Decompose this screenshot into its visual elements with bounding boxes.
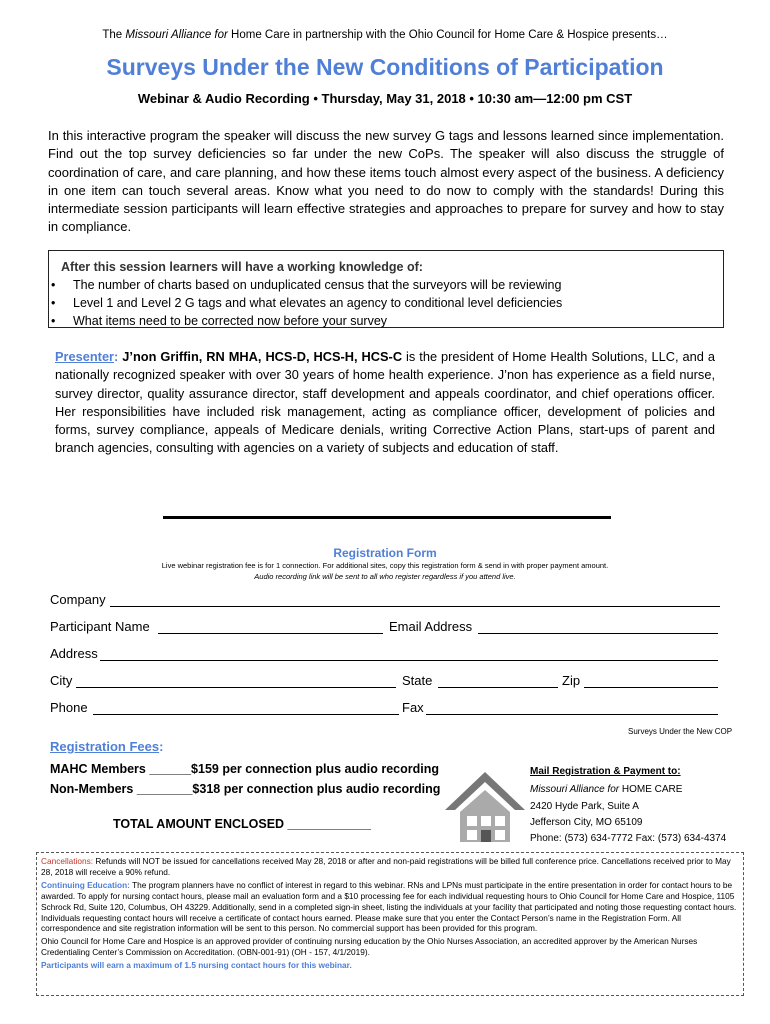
company-label: Company — [50, 592, 106, 607]
address-field[interactable] — [100, 660, 718, 661]
zip-field[interactable] — [584, 687, 718, 688]
mail-street: 2420 Hyde Park, Suite A — [530, 801, 639, 812]
participant-field[interactable] — [158, 633, 383, 634]
mail-heading: Mail Registration & Payment to: — [530, 766, 681, 777]
objectives-box — [48, 250, 724, 328]
registration-title: Registration Form — [333, 546, 437, 560]
fax-field[interactable] — [426, 714, 718, 715]
objective-item: • What items need to be corrected now before your survey — [51, 312, 717, 330]
header-line: The Missouri Alliance for Home Care in partnership with the Ohio Council for Home Care & Hospice presents… — [102, 29, 668, 41]
state-field[interactable] — [438, 687, 558, 688]
mail-phone: Phone: (573) 634-7772 Fax: (573) 634-4374 — [530, 833, 727, 844]
form-reference: Surveys Under the New COP — [628, 727, 733, 736]
cancellation-policy: Cancellations: Refunds will NOT be issued for cancellations received May 28, 2018 or after and non-paid registrations will be billed full conference price. Cancellations received prior to May 28, 2018 will receive a 90% refund. — [41, 856, 731, 877]
address-label: Address — [50, 646, 98, 661]
objectives-list — [61, 276, 717, 330]
objective-item: • The number of charts based on unduplicated census that the surveyors will be reviewing — [51, 276, 717, 294]
mail-city: Jefferson City, MO 65109 — [530, 817, 643, 828]
fee-members: MAHC Members ______$159 per connection plus audio recording — [50, 762, 440, 776]
objectives-heading: After this session learners will have a working knowledge of: — [61, 260, 423, 274]
phone-field[interactable] — [93, 714, 399, 715]
participant-label: Participant Name — [50, 619, 150, 634]
footnotes-box — [36, 852, 744, 996]
company-field[interactable] — [110, 606, 720, 607]
fees-heading: Registration Fees: — [50, 739, 164, 754]
email-field[interactable] — [478, 633, 718, 634]
fee-nonmembers: Non-Members ________$318 per connection plus audio recording — [50, 782, 441, 796]
max-contact-hours: Participants will earn a maximum of 1.5 nursing contact hours for this webinar. — [41, 960, 352, 971]
approval-statement: Ohio Council for Home Care and Hospice is an approved provider of continuing nursing education by the Ohio Nurses Association, an accredited approver by the American Nurses Credentialing Center’s Commission on Accreditation. (OBN-001-91) (OH - 157, 4/1/2019). — [41, 936, 698, 958]
header-org: Missouri Alliance for — [125, 29, 228, 41]
intro-paragraph: In this interactive program the speaker will discuss the new survey G tags and lessons learned since implementation. Find out the top survey deficiencies so far under the new CoPs. The speaker will also discuss the struggle of coordination of care, and care planning, and how these items touch almost every aspect of the business. A deficiency in one item can touch several areas. Know what you need to do now to comply with the standards! During this intermediate session participants will learn effective strategies and approaches to prepare for survey and how to stay in compliance. — [48, 128, 724, 235]
state-label: State — [402, 673, 433, 688]
presenter-bio-text: is the president of Home Health Solutions, LLC, and a nationally recognized speaker with over 30 years of home health experience. J’non has experience as a field nurse, survey director, quality assurance director, staff development and appeals coordinator, and chief operations officer. Her responsibilities have included risk management, acting as compliance officer, development of policies and forms, survey compliance, appeals of Medicare denials, writing Corrective Action Plans, start-ups of parent and branch agencies, consulting with agencies on a variety of subjects and education of staff. — [55, 349, 715, 456]
registration-note-audio: Audio recording link will be sent to all who register regardless if you attend live. — [254, 572, 516, 581]
mail-org: Missouri Alliance for HOME CARE — [530, 784, 683, 795]
section-divider — [163, 516, 611, 519]
city-label: City — [50, 673, 73, 688]
page-title: Surveys Under the New Conditions of Participation — [106, 54, 664, 80]
presenter-label: Presenter — [55, 349, 115, 364]
presenter-name: J’non Griffin, RN MHA, HCS-D, HCS-H, HCS-C — [122, 349, 403, 364]
email-label: Email Address — [389, 619, 473, 634]
fax-label: Fax — [402, 700, 424, 715]
event-subtitle: Webinar & Audio Recording • Thursday, May 31, 2018 • 10:30 am—12:00 pm CST — [137, 91, 633, 106]
city-field[interactable] — [76, 687, 396, 688]
total-enclosed: TOTAL AMOUNT ENCLOSED ____________ — [113, 817, 371, 831]
objective-item: • Level 1 and Level 2 G tags and what elevates an agency to conditional level deficiencies — [51, 294, 717, 312]
registration-note: Live webinar registration fee is for 1 connection. For additional sites, copy this registration form & send in with proper payment amount. — [161, 561, 609, 570]
phone-label: Phone — [50, 700, 88, 715]
presenter-bio: Presenter: J’non Griffin, RN MHA, HCS-D, HCS-H, HCS-C is the president of Home Health Solutions, LLC, and a nationally recognized speaker with over 30 years of home health experience. J’non has experience as a field nurse, survey director, quality assurance director, staff development and appeals coordinator, and chief operations officer. Her responsibilities have included risk management, acting as compliance officer, development of policies and forms, survey compliance, appeals of Medicare denials, writing Corrective Action Plans, start-ups of parent and branch agencies, consulting with agencies on a variety of subjects and education of staff. — [55, 349, 715, 456]
continuing-education: Continuing Education: The program planners have no conflict of interest in regard to this webinar. RNs and LPNs must participate in the entire presentation in order for contact hours to be awarded. To apply for nursing contact hours, please mail an evaluation form and a $10 processing fee for each individual requesting hours to Ohio Council for Home Care and Hospice, 1105 Schrock Rd, Suite 120, Columbus, OH 43229. Additionally, send in a completed sign-in sheet, listing the individuals at your facility that participated and noting those requesting contact hours. Individuals requesting contact hours will receive a certificate of contact hours earned. Please make sure that you enter the Contact Person’s name in the Registration Form. All correspondence and site registration information will be sent to this person. No commercial support has been provided for this program. — [41, 879, 737, 934]
house-logo-icon — [440, 770, 530, 845]
zip-label: Zip — [562, 673, 581, 688]
